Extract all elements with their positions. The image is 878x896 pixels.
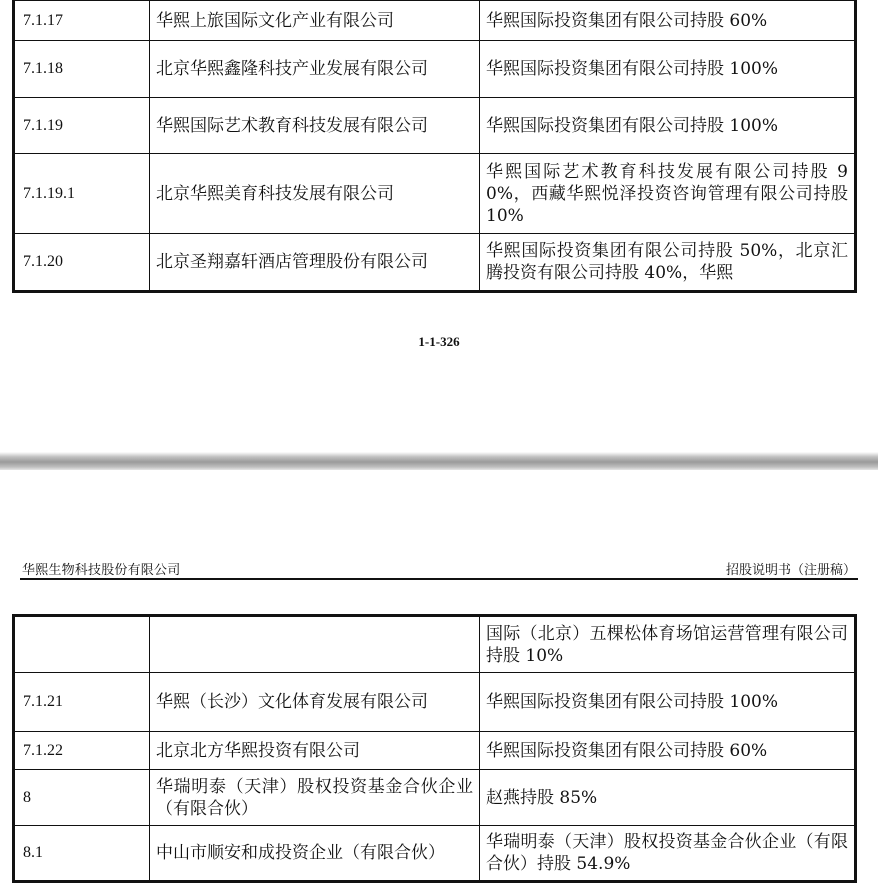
row-number: 7.1.22 [14,732,150,770]
row-number: 7.1.18 [14,41,150,98]
company-name: 中山市顺安和成投资企业（有限合伙） [150,826,480,882]
shareholding-text: 华熙国际投资集团有限公司持股 50%，北京汇腾投资有限公司持股 40%，华熙 [480,234,856,292]
row-number: 8.1 [14,826,150,882]
shareholding-text: 华熙国际投资集团有限公司持股 60% [480,732,856,770]
header-document-title: 招股说明书（注册稿） [725,563,856,578]
shareholding-text: 华熙国际投资集团有限公司持股 100% [480,98,856,154]
document-page-bottom [0,470,878,896]
shareholding-text: 赵燕持股 85% [480,770,856,826]
shareholding-text: 华熙国际投资集团有限公司持股 100% [480,41,856,98]
row-number: 7.1.17 [14,0,150,41]
page-separator [0,452,878,472]
shareholding-text: 华熙国际投资集团有限公司持股 100% [480,673,856,732]
company-name: 北京北方华熙投资有限公司 [150,732,480,770]
table-row [14,98,856,154]
header-rule [20,578,858,580]
company-name: 华瑞明泰（天津）股权投资基金合伙企业（有限合伙） [150,770,480,826]
table-row [14,154,856,234]
company-name: 华熙国际艺术教育科技发展有限公司 [150,98,480,154]
row-number [14,616,150,673]
table-row [14,234,856,292]
company-name: 华熙（长沙）文化体育发展有限公司 [150,673,480,732]
company-name [150,616,480,673]
shareholding-text: 华熙国际投资集团有限公司持股 60% [480,0,856,41]
table-row [14,826,856,882]
shareholding-table-bottom [12,614,857,883]
table-row [14,41,856,98]
table-row [14,770,856,826]
table-row [14,616,856,673]
row-number: 7.1.21 [14,673,150,732]
company-name: 华熙上旅国际文化产业有限公司 [150,0,480,41]
row-number: 7.1.19 [14,98,150,154]
row-number: 7.1.19.1 [14,154,150,234]
shareholding-table-top [12,0,857,293]
table-row [14,0,856,41]
company-name: 北京圣翔嘉轩酒店管理股份有限公司 [150,234,480,292]
row-number: 7.1.20 [14,234,150,292]
header-company-name: 华熙生物科技股份有限公司 [22,563,181,578]
company-name: 北京华熙美育科技发展有限公司 [150,154,480,234]
shareholding-text: 华熙国际艺术教育科技发展有限公司持股 90%，西藏华熙悦泽投资咨询管理有限公司持股 10% [480,154,856,234]
company-name: 北京华熙鑫隆科技产业发展有限公司 [150,41,480,98]
page-number: 1-1-326 [418,334,460,349]
table-row [14,732,856,770]
row-number: 8 [14,770,150,826]
table-row [14,673,856,732]
shareholding-text: 国际（北京）五棵松体育场馆运营管理有限公司持股 10% [480,616,856,673]
shareholding-text: 华瑞明泰（天津）股权投资基金合伙企业（有限合伙）持股 54.9% [480,826,856,882]
